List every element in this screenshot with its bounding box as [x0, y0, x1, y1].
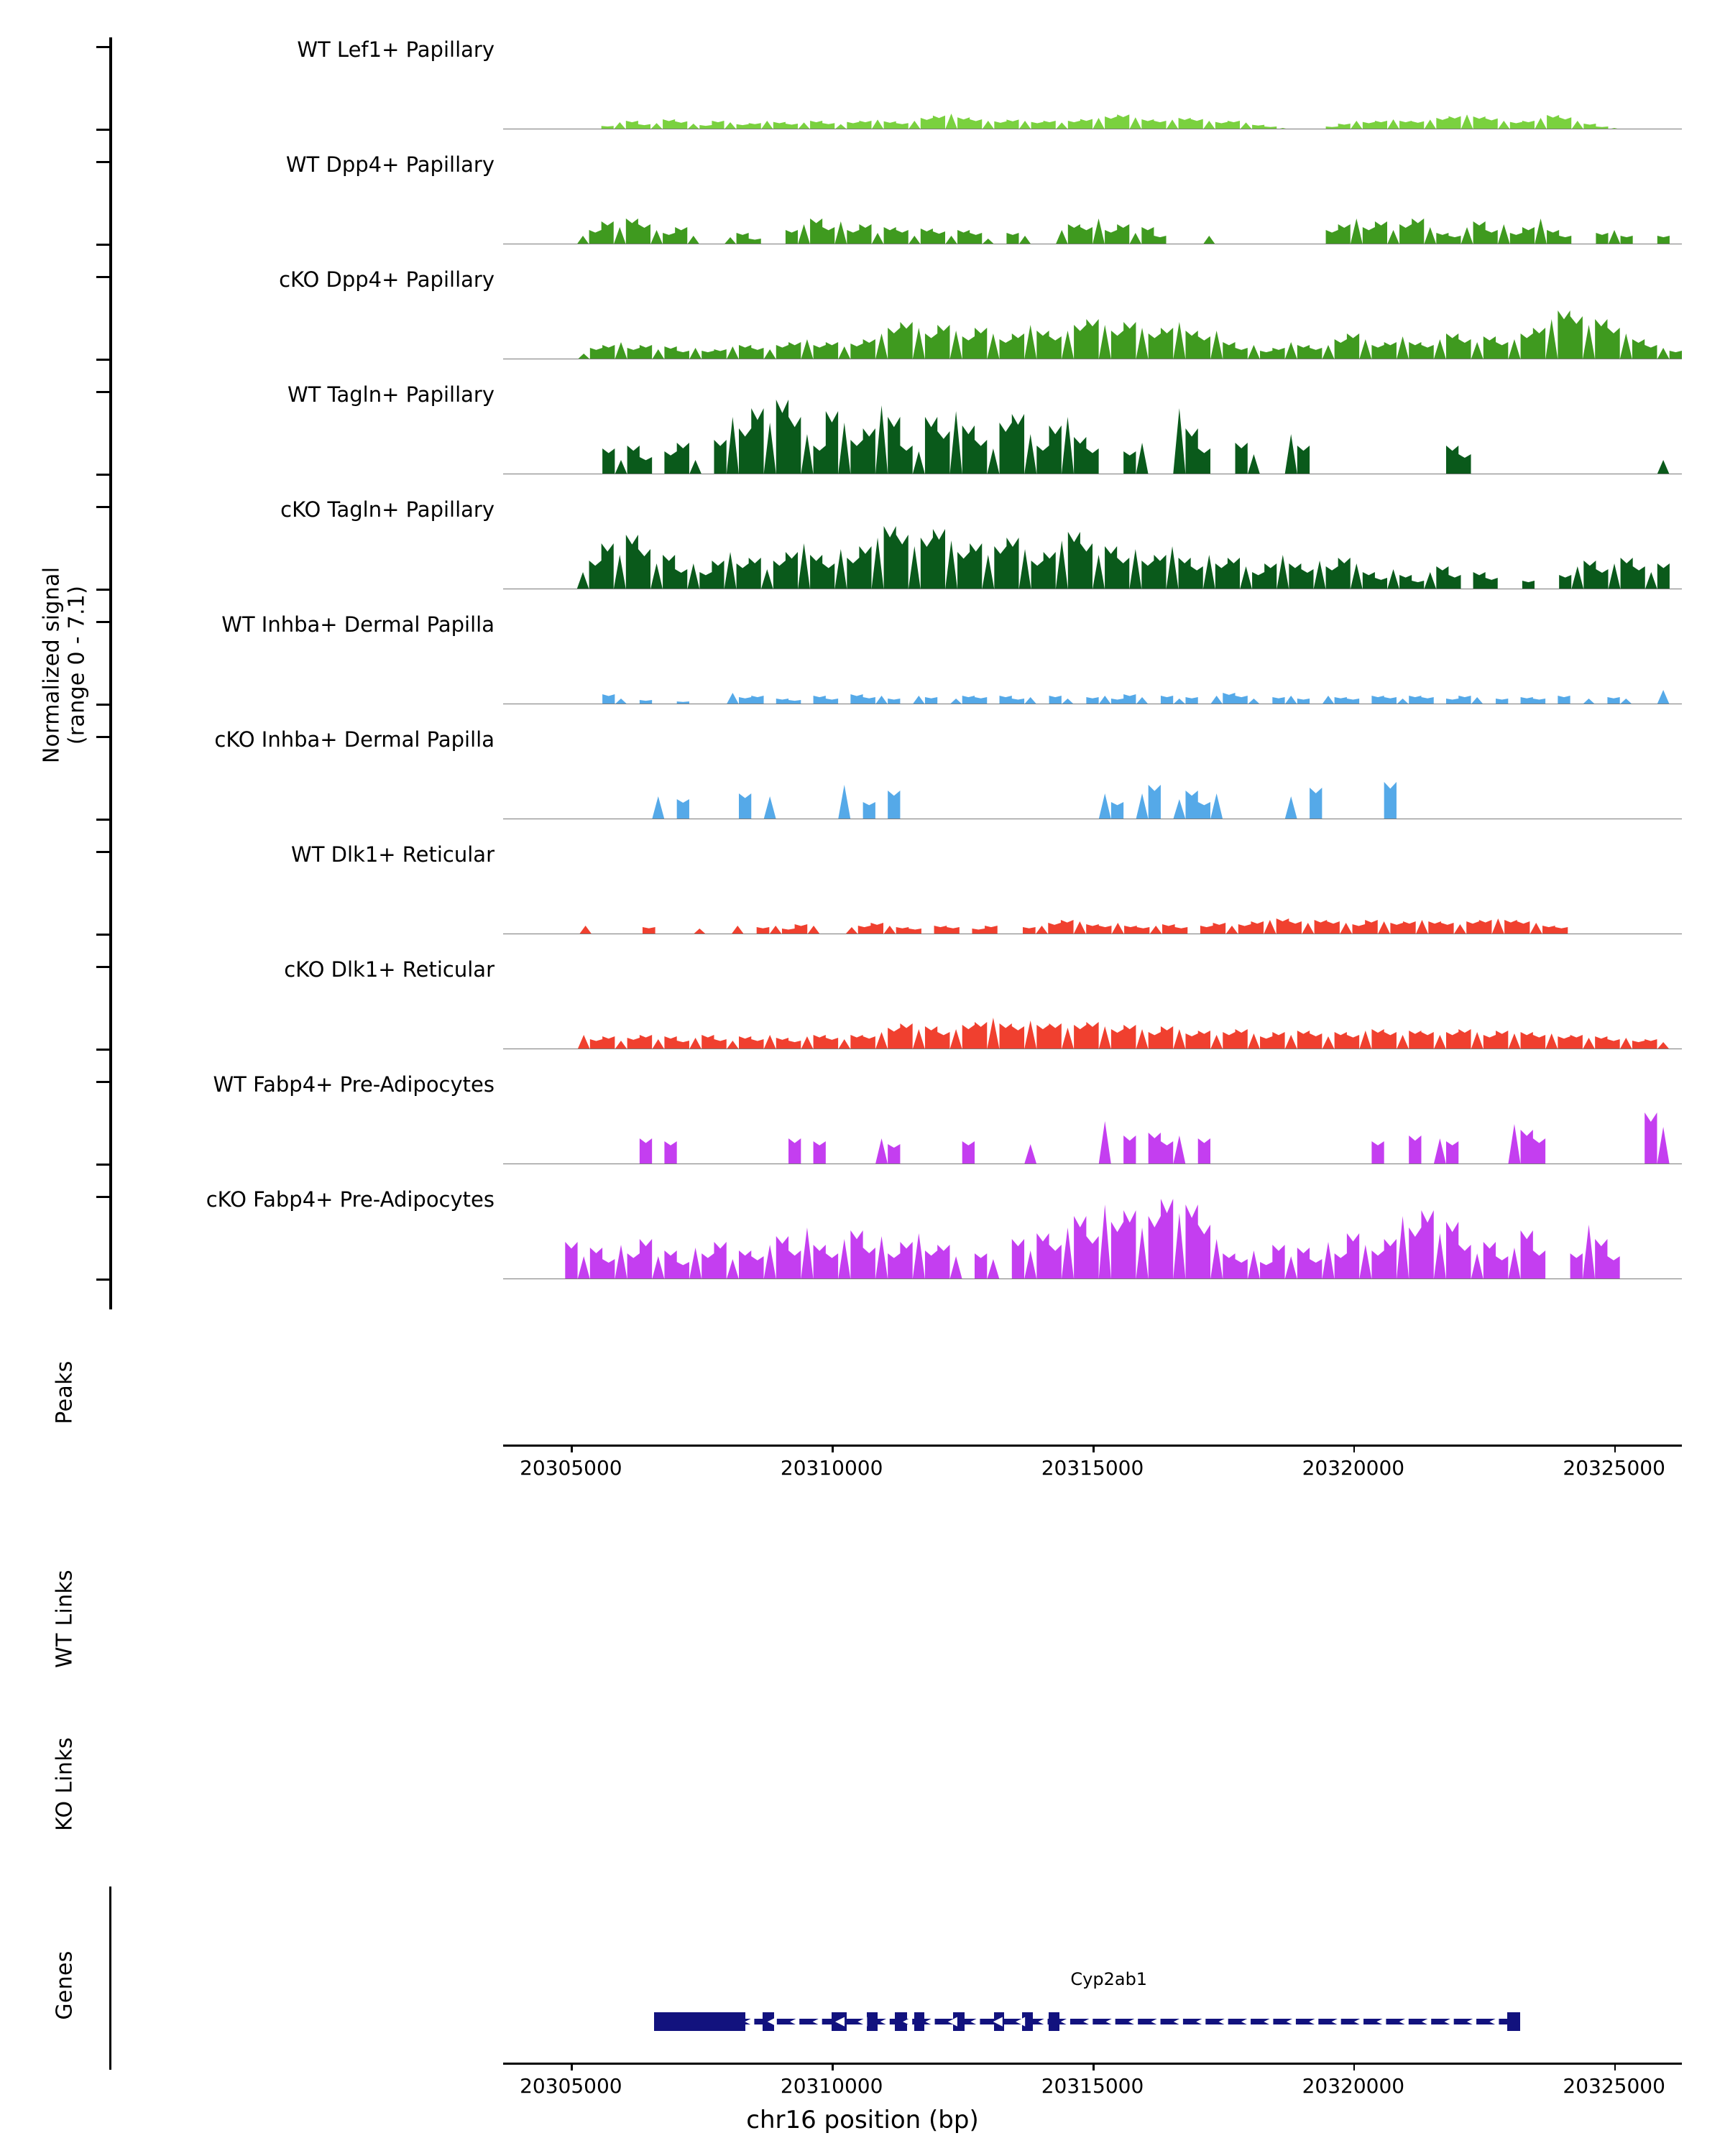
- signal-trace: [503, 503, 1682, 589]
- track-label: WT Fabp4+ Pre-Adipocytes: [213, 1072, 494, 1097]
- y-axis-tick: [96, 474, 112, 476]
- signal-trace: [503, 158, 1682, 244]
- signal-trace: [503, 733, 1682, 819]
- gene-strand-arrow-icon: ◀: [925, 2014, 935, 2029]
- track-baseline: [503, 129, 1682, 130]
- gene-strand-arrow-icon: ◀: [1444, 2014, 1454, 2029]
- gene-strand-arrow-icon: ◀: [1399, 2014, 1409, 2029]
- y-axis-tick: [96, 819, 112, 821]
- track-baseline: [503, 244, 1682, 245]
- y-axis-tick: [96, 1164, 112, 1166]
- track-baseline: [503, 1049, 1682, 1050]
- top-coord-axis-tick: [1092, 1445, 1095, 1452]
- gene-strand-arrow-icon: ◀: [1083, 2014, 1093, 2029]
- bottom-coord-axis-tick-label: 20315000: [1041, 2074, 1144, 2098]
- signal-track: [284, 957, 1682, 1049]
- y-axis-tick: [96, 934, 112, 936]
- track-baseline: [503, 1279, 1682, 1280]
- top-coord-axis-tick-label: 20315000: [1041, 1456, 1144, 1480]
- x-axis-label: chr16 position (bp): [746, 2106, 979, 2134]
- gene-strand-arrow-icon: ◀: [880, 2014, 890, 2029]
- y-axis-tick: [96, 1196, 112, 1198]
- track-label: WT Dpp4+ Papillary: [285, 152, 494, 177]
- top-coord-axis-tick-label: 20305000: [520, 1456, 622, 1480]
- signal-trace: [503, 43, 1682, 129]
- y-axis-tick: [96, 966, 112, 968]
- track-baseline: [503, 819, 1682, 820]
- y-axis-label-line1: Normalized signal: [39, 566, 65, 764]
- gene-strand-arrow-icon: ◀: [1016, 2014, 1026, 2029]
- gene-strand-arrow-icon: ◀: [970, 2014, 980, 2029]
- gene-strand-arrow-icon: ◀: [1286, 2014, 1296, 2029]
- y-axis-tick: [96, 621, 112, 623]
- gene-strand-arrow-icon: ◀: [1128, 2014, 1138, 2029]
- top-coord-axis-tick: [571, 1445, 573, 1452]
- y-axis-tick: [96, 506, 112, 508]
- y-axis-label: [40, 478, 91, 852]
- genes-axis-spine: [109, 1886, 111, 2070]
- ko-links-section-label: KO Links: [52, 1737, 78, 1831]
- gene-exon: [914, 2012, 924, 2031]
- signal-trace: [503, 848, 1682, 934]
- y-axis-tick: [96, 1279, 112, 1281]
- gene-strand-arrow-icon: ◀: [1354, 2014, 1364, 2029]
- top-coord-axis-tick: [1614, 1445, 1616, 1452]
- bottom-coord-axis-tick: [571, 2063, 573, 2070]
- track-label: cKO Inhba+ Dermal Papilla: [214, 727, 494, 752]
- top-coord-axis-tick: [1353, 1445, 1356, 1452]
- y-axis-tick: [96, 244, 112, 246]
- signal-track: [287, 382, 1682, 474]
- gene-strand-arrow-icon: ◀: [1331, 2014, 1341, 2029]
- track-label: WT Tagln+ Papillary: [287, 382, 494, 407]
- genes-section-label: Genes: [52, 1950, 78, 2020]
- gene-strand-arrow-icon: ◀: [857, 2014, 868, 2029]
- bottom-coord-axis-tick: [1614, 2063, 1616, 2070]
- gene-strand-arrow-icon: ◀: [1060, 2014, 1070, 2029]
- bottom-coord-axis-tick: [1353, 2063, 1356, 2070]
- signal-track: [206, 1187, 1682, 1279]
- gene-strand-arrow-icon: ◀: [1489, 2014, 1499, 2029]
- signal-track: [214, 727, 1682, 819]
- top-coord-axis-tick-label: 20325000: [1563, 1456, 1665, 1480]
- signal-track: [297, 37, 1682, 129]
- track-baseline: [503, 1164, 1682, 1165]
- y-axis-tick: [96, 276, 112, 278]
- gene-strand-arrow-icon: ◀: [1105, 2014, 1116, 2029]
- gene-strand-arrow-icon: ◀: [1376, 2014, 1386, 2029]
- y-axis-tick: [96, 851, 112, 853]
- gene-exon: [654, 2012, 727, 2031]
- bottom-coord-axis-tick-label: 20320000: [1302, 2074, 1405, 2098]
- gene-exon: [1507, 2012, 1520, 2031]
- track-baseline: [503, 474, 1682, 475]
- track-baseline: [503, 934, 1682, 935]
- top-coord-axis-tick: [832, 1445, 834, 1452]
- track-label: cKO Tagln+ Papillary: [280, 497, 494, 522]
- signal-trace: [503, 618, 1682, 704]
- gene-strand-arrow-icon: ◀: [834, 2014, 845, 2029]
- gene-strand-arrow-icon: ◀: [1038, 2014, 1048, 2029]
- gene-exon: [867, 2012, 878, 2031]
- gene-strand-arrow-icon: ◀: [745, 2014, 755, 2029]
- track-label: WT Inhba+ Dermal Papilla: [221, 612, 494, 637]
- gene-strand-arrow-icon: ◀: [1151, 2014, 1161, 2029]
- y-axis-tick: [96, 1049, 112, 1051]
- top-coord-axis-tick-label: 20310000: [780, 1456, 883, 1480]
- gene-strand-arrow-icon: ◀: [767, 2014, 777, 2029]
- track-label: cKO Dlk1+ Reticular: [284, 957, 494, 982]
- track-baseline: [503, 589, 1682, 590]
- bottom-coord-axis-tick: [832, 2063, 834, 2070]
- signal-track: [213, 1072, 1682, 1164]
- signal-trace: [503, 273, 1682, 359]
- track-label: WT Dlk1+ Reticular: [291, 842, 494, 867]
- y-axis-label-line2: (range 0 - 7.1): [65, 585, 90, 745]
- y-axis-tick: [96, 161, 112, 163]
- y-axis-tick: [96, 391, 112, 393]
- y-axis-tick: [96, 129, 112, 131]
- signal-trace: [503, 1193, 1682, 1279]
- signal-trace: [503, 388, 1682, 474]
- track-label: WT Lef1+ Papillary: [297, 37, 494, 62]
- gene-strand-arrow-icon: ◀: [1196, 2014, 1206, 2029]
- gene-strand-arrow-icon: ◀: [812, 2014, 822, 2029]
- gene-strand-arrow-icon: ◀: [1466, 2014, 1477, 2029]
- y-axis-tick: [96, 46, 112, 48]
- signal-track: [291, 842, 1682, 934]
- signal-trace: [503, 963, 1682, 1049]
- gene-strand-arrow-icon: ◀: [1264, 2014, 1274, 2029]
- gene-strand-arrow-icon: ◀: [1422, 2014, 1432, 2029]
- gene-exon: [728, 2012, 745, 2031]
- signal-track: [221, 612, 1682, 704]
- signal-track: [279, 267, 1682, 359]
- signal-trace: [503, 1078, 1682, 1164]
- gene-strand-arrow-icon: ◀: [1309, 2014, 1319, 2029]
- track-baseline: [503, 704, 1682, 705]
- bottom-coord-axis-tick: [1092, 2063, 1095, 2070]
- track-label: cKO Fabp4+ Pre-Adipocytes: [206, 1187, 494, 1212]
- gene-strand-arrow-icon: ◀: [947, 2014, 958, 2029]
- wt-links-section-label: WT Links: [52, 1570, 78, 1668]
- signal-axis-spine: [109, 37, 112, 1309]
- top-coord-axis-tick-label: 20320000: [1302, 1456, 1405, 1480]
- track-baseline: [503, 359, 1682, 360]
- gene-strand-arrow-icon: ◀: [1218, 2014, 1228, 2029]
- gene-strand-arrow-icon: ◀: [1241, 2014, 1251, 2029]
- signal-track: [280, 497, 1682, 589]
- y-axis-tick: [96, 1081, 112, 1083]
- gene-strand-arrow-icon: ◀: [993, 2014, 1003, 2029]
- track-label: cKO Dpp4+ Papillary: [279, 267, 494, 292]
- gene-strand-arrow-icon: ◀: [790, 2014, 800, 2029]
- signal-track: [285, 152, 1682, 244]
- gene-strand-arrow-icon: ◀: [1173, 2014, 1183, 2029]
- gene-exon: [1049, 2012, 1060, 2031]
- y-axis-tick: [96, 704, 112, 706]
- peaks-section-label: Peaks: [52, 1360, 78, 1424]
- y-axis-tick: [96, 589, 112, 591]
- bottom-coord-axis-tick-label: 20305000: [520, 2074, 622, 2098]
- bottom-coord-axis-tick-label: 20325000: [1563, 2074, 1665, 2098]
- bottom-coord-axis-tick-label: 20310000: [780, 2074, 883, 2098]
- gene-label: Cyp2ab1: [1070, 1969, 1148, 1989]
- gene-strand-arrow-icon: ◀: [903, 2014, 913, 2029]
- y-axis-tick: [96, 736, 112, 738]
- y-axis-tick: [96, 359, 112, 361]
